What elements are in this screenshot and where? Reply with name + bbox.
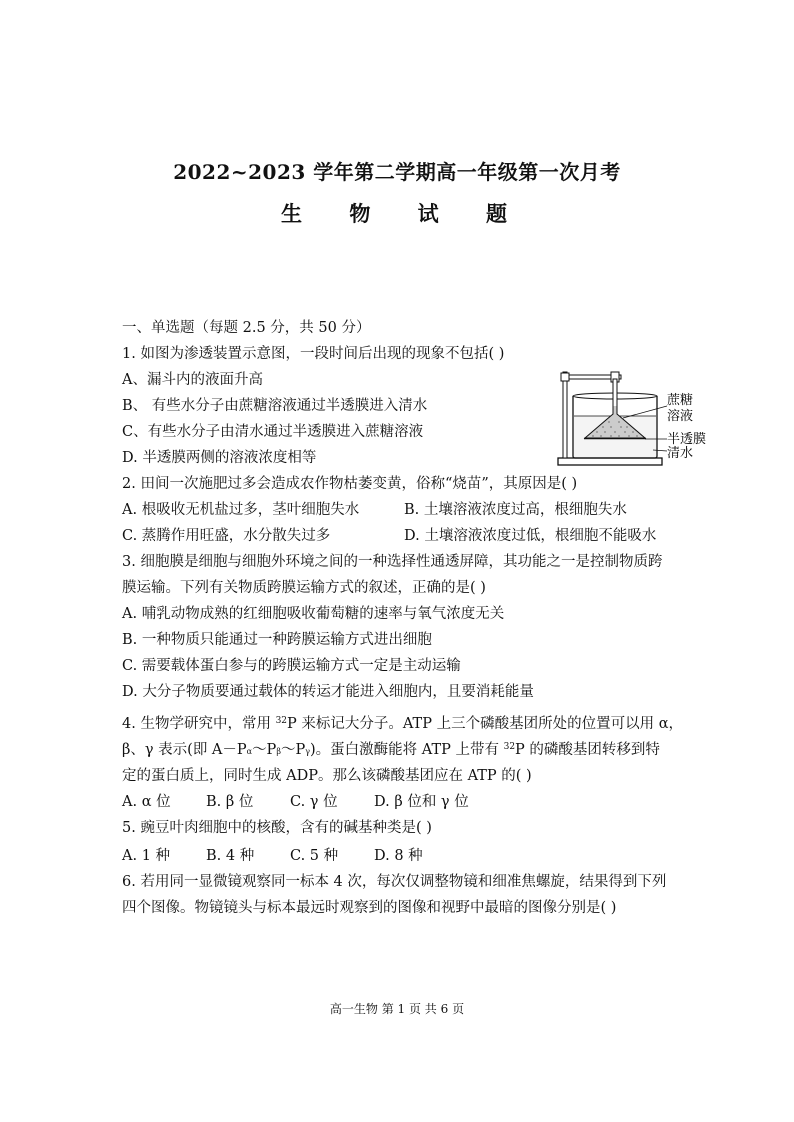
label-water: 清水: [667, 446, 694, 461]
q5-options: [122, 846, 423, 866]
q3-option-c: C. 需要载体蛋白参与的跨膜运输方式一定是主动运输: [122, 658, 461, 674]
q6-stem-line1: 6. 若用同一显微镜观察同一标本 4 次，每次仅调整物镜和细准焦螺旋，结果得到下列: [122, 874, 667, 890]
q2-option-c: C. 蒸腾作用旺盛，水分散失过多: [122, 528, 331, 544]
q4-stem-line3: 定的蛋白质上，同时生成 ADP。那么该磷酸基团应在 ATP 的( ): [122, 768, 532, 784]
q4-option-b: B. β 位: [206, 794, 254, 810]
q1-option-c: C、有些水分子由清水通过半透膜进入蔗糖溶液: [122, 424, 424, 440]
exam-title: 2022~2023 学年第二学期高一年级第一次月考: [173, 160, 621, 184]
q3-stem-line2: 膜运输。下列有关物质跨膜运输方式的叙述，正确的是( ): [122, 580, 486, 596]
q5-option-a: A. 1 种: [122, 848, 171, 864]
stand-base: [558, 458, 662, 465]
section-heading: 一、单选题（每题 2.5 分，共 50 分）: [122, 320, 371, 336]
q3-option-a: A. 哺乳动物成熟的红细胞吸收葡萄糖的速率与氧气浓度无关: [122, 606, 505, 622]
q4-options: [122, 792, 469, 812]
q4-option-a: A. α 位: [122, 794, 171, 810]
q2-stem: 2. 田间一次施肥过多会造成农作物枯萎变黄，俗称“烧苗”，其原因是( ): [122, 476, 578, 492]
q3-option-b: B. 一种物质只能通过一种跨膜运输方式进出细胞: [122, 632, 432, 648]
q4-option-c: C. γ 位: [290, 794, 338, 810]
osmosis-apparatus-figure: [555, 366, 725, 468]
q6-stem-line2: 四个图像。物镜镜头与标本最远时观察到的图像和视野中最暗的图像分别是( ): [122, 900, 617, 916]
q1-option-b: B、 有些水分子由蔗糖溶液通过半透膜进入清水: [122, 398, 428, 414]
label-sucrose-1: 蔗糖: [667, 393, 694, 408]
q5-option-c: C. 5 种: [290, 848, 339, 864]
q3-option-d: D. 大分子物质要通过载体的转运才能进入细胞内，且要消耗能量: [122, 684, 534, 700]
q1-option-a: A、漏斗内的液面升高: [122, 372, 263, 388]
label-sucrose-2: 溶液: [667, 409, 694, 424]
q2-option-a: A. 根吸收无机盐过多，茎叶细胞失水: [122, 502, 360, 518]
label-membrane: 半透膜: [667, 432, 707, 447]
page-footer: 高一生物 第 1 页 共 6 页: [329, 1002, 465, 1016]
q2-option-b: B. 土壤溶液浓度过高，根细胞失水: [404, 502, 627, 518]
q5-option-d: D. 8 种: [374, 848, 423, 864]
q4-option-d: D. β 位和 γ 位: [374, 794, 469, 810]
stand-rod: [563, 372, 567, 458]
q4-stem-line1: 4. 生物学研究中，常用 $^{32}$P 来标记大分子。ATP 上三个磷酸基团所处的位置可以用 α，: [122, 716, 683, 732]
q5-option-b: B. 4 种: [206, 848, 255, 864]
q1-option-d: D. 半透膜两侧的溶液浓度相等: [122, 450, 317, 466]
q1-stem: 1. 如图为渗透装置示意图，一段时间后出现的现象不包括( ): [122, 346, 505, 362]
q2-option-d: D. 土壤溶液浓度过低，根细胞不能吸水: [404, 528, 657, 544]
subject-title: 生 物 试 题: [281, 201, 527, 226]
q3-stem-line1: 3. 细胞膜是细胞与细胞外环境之间的一种选择性通透屏障，其功能之一是控制物质跨: [122, 554, 663, 570]
q4-stem-line2: β、γ 表示(即 A－Pα～Pβ～Pγ)。蛋白激酶能将 ATP 上带有 $^{32}$P 的磷酸基团转移到特: [122, 742, 660, 758]
q5-stem: 5. 豌豆叶肉细胞中的核酸，含有的碱基种类是( ): [122, 820, 432, 836]
